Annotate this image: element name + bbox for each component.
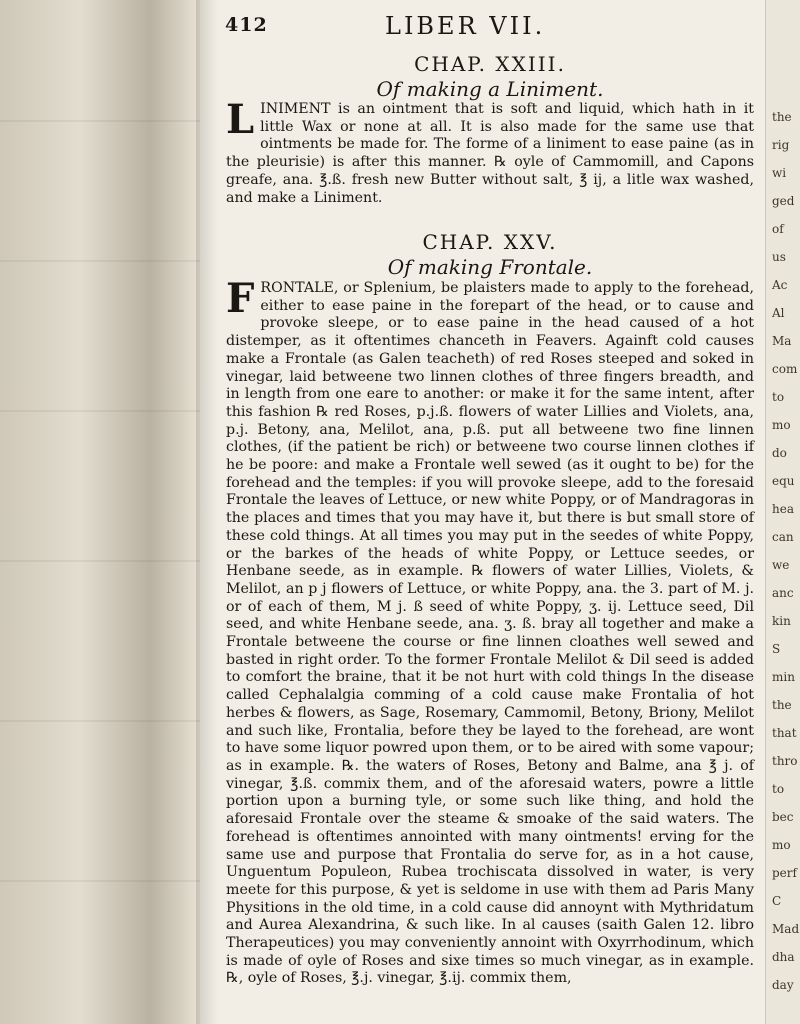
margin-fragment: mo [772, 838, 791, 852]
margin-fragment: day [772, 978, 794, 992]
chapter-heading-23: CHAP. XXIII. [414, 52, 566, 76]
margin-fragment: S [772, 642, 781, 656]
margin-fragment: mo [772, 418, 791, 432]
margin-fragment: us [772, 250, 786, 264]
facing-page-edge [765, 0, 800, 1024]
page-number: 412 [225, 14, 268, 36]
body-text: RONTALE, or Splenium, be plaisters made to apply to the forehead, either to ease paine in the forepart of the head, or to cause and provoke sleepe, or to ease paine in the head caused of a hot distemper, as it oftentimes chanceth in Feavers. Againft cold causes make a Frontale (as Galen teacheth) of red Roses steeped and soked in vinegar, laid betweene two linnen clothes of three fingers breadth, and in length from one eare to another: or make it for the same intent, after this fashion ℞ red Roses, p.j.ß. flowers of water Lillies and Violets, ana, p.j. Betony, ana, Melilot, ana, p.ß. put all betweene two fine linnen clothes, (if the patient be rich) or betweene two course linnen clothes if he be poore: and make a Frontale well sewed (as it ought to be) for the forehead and the temples: if you will provoke sleepe, add to the foresaid Frontale the leaves of Lettuce, or new white Poppy, or of Mandragoras in the places and times that you may have it, but there is but small store of these cold things. At all times you may put in the seedes of white Poppy, or the barkes of the heads of white Poppy, or Lettuce seedes, or Henbane seede, as in example. ℞ flowers of water Lillies, Violets, & Melilot, an p j flowers of Lettuce, or white Poppy, ana. the 3. part of M. j. or of each of them, M j. ß seed of white Poppy, ʒ. ij. Lettuce seed, Dil seed, and white Henbane seede, ana. ʒ. ß. bray all together and make a Frontale betweene the course or fine linnen cloathes well sewed and basted in right order. To the former Frontale Melilot & Dil seed is added to comfort the braine, that it be not hurt with cold things In the disease called Cephalalgia comming of a cold cause make Frontalia of hot herbes & flowers, as Sage, Rosemary, Cammomil, Betony, Briony, Melilot and such like, Frontalia, before they be layed to the forehead, are wont to have some liquor powred upon them, or to be aired with some vapour; as in example. ℞. the waters of Roses, Betony and Balme, ana ℥ j. of vinegar, ℥.ß. commix them, and of the aforesaid waters, powre a little portion upon a burning tyle, or some such like thing, and hold the aforesaid Frontale over the steame & smoake of the said waters. The forehead is oftentimes annointed with many ointments! erving for the same use and purpose that Frontalia do serve for, as in a hot cause, Unguentum Populeon, Rubea trochiscata dissolved in water, is very meete for this purpose, & yet is seldome in use with them ad Paris Many Physitions in the old time, in a cold cause did annoynt with Mythridatum and Aurea Alexandrina, & such like. In al causes (saith Galen 12. libro Therapeutices) you may conveniently annoint with Oxyrrhodinum, which is made of oyle of Roses and sixe times so much vinegar, as in example. ℞, oyle of Roses, ℥.j. vinegar, ℥.ij. commix them, [226, 280, 754, 987]
drop-capital: F [226, 275, 255, 322]
margin-fragment: do [772, 446, 787, 460]
margin-fragment: thro [772, 754, 798, 768]
margin-fragment: com [772, 362, 798, 376]
margin-fragment: of [772, 222, 784, 236]
book-title: LIBER VII. [385, 12, 546, 40]
running-head [225, 14, 745, 44]
margin-fragment: equ [772, 474, 795, 488]
drop-capital: L [226, 96, 255, 143]
margin-fragment: Mad [772, 922, 800, 936]
margin-fragment: Al [772, 306, 785, 320]
margin-fragment: that [772, 726, 797, 740]
margin-fragment: anc [772, 586, 794, 600]
margin-fragment: kin [772, 614, 791, 628]
margin-fragment: the [772, 110, 792, 124]
margin-fragment: C [772, 894, 782, 908]
margin-fragment: min [772, 670, 795, 684]
chapter-body-23 [226, 96, 754, 207]
margin-fragment: hea [772, 502, 794, 516]
page-fold-shadow [196, 0, 218, 1024]
chapter-subtitle-24: Of making Frontale. [387, 255, 593, 279]
chapter-heading-24: CHAP. XXV. [422, 230, 558, 254]
margin-fragment: can [772, 530, 794, 544]
margin-fragment: wi [772, 166, 787, 180]
chapter-body-24 [226, 275, 754, 988]
margin-fragment: Ma [772, 334, 792, 348]
margin-fragment: rig [772, 138, 790, 152]
margin-fragment: ged [772, 194, 795, 208]
margin-fragment: Ac [772, 278, 788, 292]
body-text: INIMENT is an ointment that is soft and liquid, which hath in it little Wax or none at all. It is also made for the same use that ointments be made for. The forme of a liniment to ease paine (as in the pleurisie) is after this manner. ℞ oyle of Cammomill, and Capons greafe, ana. ℥.ß. fresh new Butter without salt, ℥ ij, a litle wax washed, and make a Liniment. [226, 101, 754, 206]
binding-gutter [0, 0, 200, 1024]
margin-fragment: the [772, 698, 792, 712]
margin-fragment: we [772, 558, 790, 572]
margin-fragment: perf [772, 866, 797, 880]
margin-fragment: dha [772, 950, 795, 964]
margin-fragment: to [772, 390, 785, 404]
margin-fragment: bec [772, 810, 794, 824]
margin-fragment: to [772, 782, 785, 796]
chapter-subtitle-23: Of making a Liniment. [376, 77, 604, 101]
